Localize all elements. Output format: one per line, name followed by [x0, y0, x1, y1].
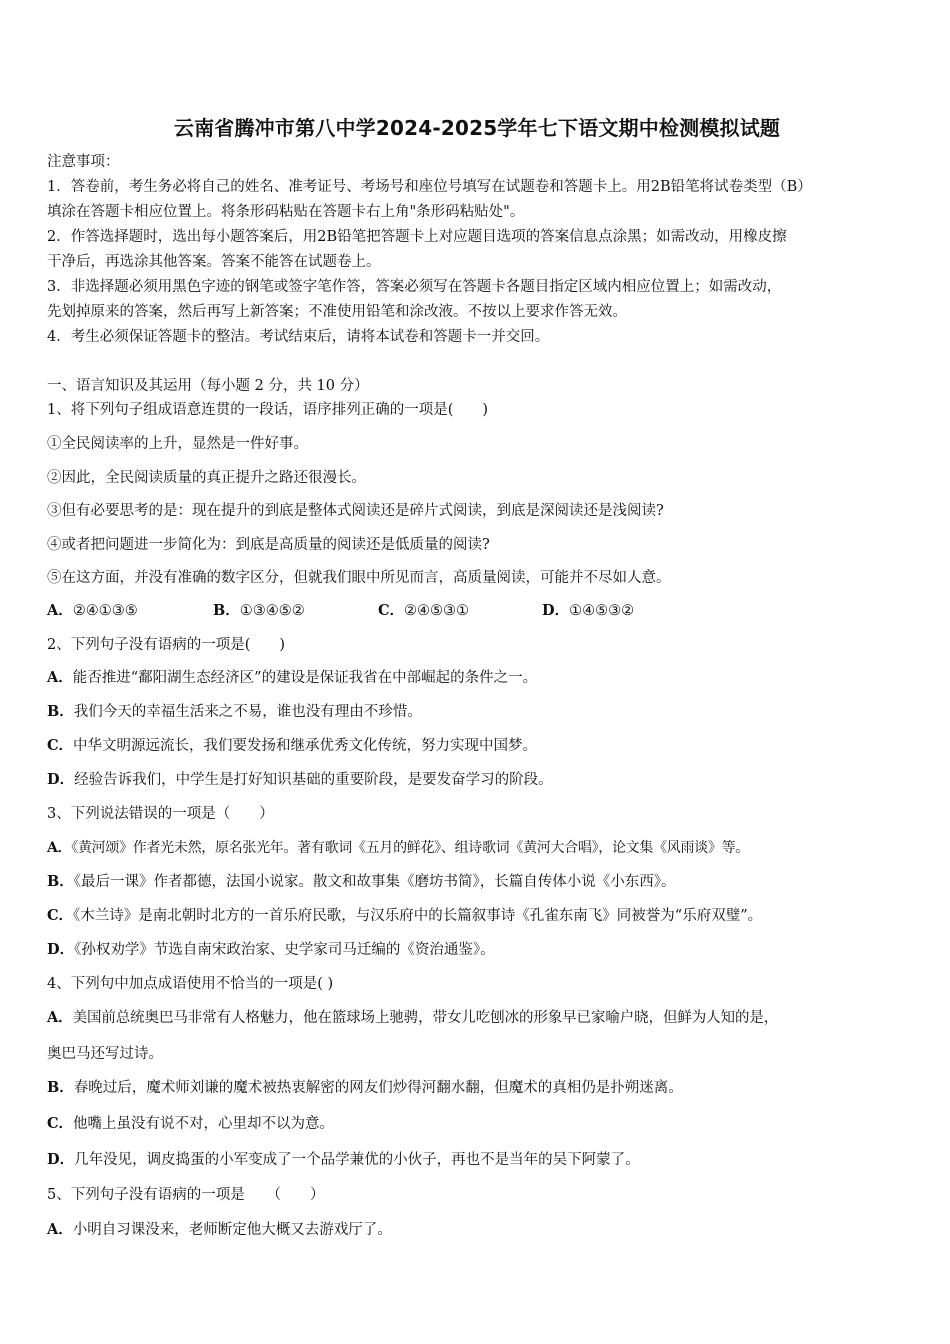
q4-option-a-continued: 奥巴马还写过诗。	[47, 1046, 163, 1062]
q1-option-a: A．②④①③⑤	[47, 602, 138, 619]
q1-option-c: C．②④⑤③①	[378, 602, 470, 619]
q1-sentence: ①全民阅读率的上升，显然是一件好事。	[47, 436, 308, 452]
q1-sentence: ②因此，全民阅读质量的真正提升之路还很漫长。	[47, 470, 366, 486]
q3-option-a: A．《黄河颂》作者光未然，原名张光年。著有歌词《五月的鲜花》、组诗歌词《黄河大合唱》，论文集《风雨谈》等。	[47, 840, 749, 856]
question-stem-1: 1、将下列句子组成语意连贯的一段话，语序排列正确的一项是( )	[47, 402, 489, 418]
q1-option-d: D．①④⑤③②	[542, 602, 635, 619]
question-stem-5: 5、下列句子没有语病的一项是 （ ）	[47, 1187, 325, 1203]
q2-option-c: C．中华文明源远流长，我们要发扬和继承优秀文化传统，努力实现中国梦。	[47, 737, 538, 754]
question-stem-4: 4、下列句中加点成语使用不恰当的一项是( )	[47, 976, 334, 992]
question-stem-3: 3、下列说法错误的一项是（ ）	[47, 806, 274, 822]
q1-sentence: ⑤在这方面，并没有准确的数字区分，但就我们眼中所见而言，高质量阅读，可能并不尽如人意。	[47, 570, 671, 586]
q3-option-d: D．《孙权劝学》节选自南宋政治家、史学家司马迁编的《资治通鉴》。	[47, 941, 495, 958]
section-heading: 一、语言知识及其运用（每小题 2 分，共 10 分）	[47, 378, 369, 394]
question-stem-2: 2、下列句子没有语病的一项是( )	[47, 637, 286, 653]
notice-line: 3．非选择题必须用黑色字迹的钢笔或签字笔作答，答案必须写在答题卡各题目指定区域内相应位置上；如需改动，	[47, 279, 782, 295]
q1-option-b: B．①③④⑤②	[213, 602, 305, 619]
notice-line: 干净后，再选涂其他答案。答案不能答在试题卷上。	[47, 254, 381, 270]
notice-line: 4．考生必须保证答题卡的整洁。考试结束后，请将本试卷和答题卡一并交回。	[47, 329, 550, 345]
notice-line: 填涂在答题卡相应位置上。将条形码粘贴在答题卡右上角"条形码粘贴处"。	[47, 204, 525, 220]
notice-line: 1．答卷前，考生务必将自己的姓名、准考证号、考场号和座位号填写在试题卷和答题卡上。用2B铅笔将试卷类型（B）	[47, 179, 812, 195]
q2-option-a: A．能否推进“鄱阳湖生态经济区”的建设是保证我省在中部崛起的条件之一。	[47, 669, 538, 686]
q4-option-c: C．他嘴上虽没有说不对，心里却不以为意。	[47, 1115, 335, 1132]
q1-sentence: ④或者把问题进一步简化为：到底是高质量的阅读还是低质量的阅读?	[47, 537, 490, 553]
q4-option-d: D．几年没见，调皮捣蛋的小军变成了一个品学兼优的小伙子，再也不是当年的吴下阿蒙了。	[47, 1151, 640, 1168]
notice-line: 先划掉原来的答案，然后再写上新答案；不准使用铅笔和涂改液。不按以上要求作答无效。	[47, 304, 627, 320]
q2-option-d: D．经验告诉我们，中学生是打好知识基础的重要阶段，是要发奋学习的阶段。	[47, 771, 553, 788]
q1-options	[47, 601, 907, 621]
notice-heading: 注意事项：	[47, 154, 120, 170]
q2-option-b: B．我们今天的幸福生活来之不易，谁也没有理由不珍惜。	[47, 703, 422, 720]
page-title: 云南省腾冲市第八中学2024-2025学年七下语文期中检测模拟试题	[173, 116, 781, 140]
q4-option-b: B．春晚过后，魔术师刘谦的魔术被热衷解密的网友们炒得河翻水翻，但魔术的真相仍是扑朔迷离。	[47, 1079, 683, 1096]
q5-option-a: A．小明自习课没来，老师断定他大概又去游戏厅了。	[47, 1221, 392, 1238]
notice-line: 2．作答选择题时，选出每小题答案后，用2B铅笔把答题卡上对应题目选项的答案信息点涂黑；如需改动，用橡皮擦	[47, 229, 787, 245]
q1-sentence: ③但有必要思考的是：现在提升的到底是整体式阅读还是碎片式阅读，到底是深阅读还是浅阅读?	[47, 503, 664, 519]
q4-option-a: A．美国前总统奥巴马非常有人格魅力，他在篮球场上驰骋，带女儿吃刨冰的形象早已家喻户晓，但鲜为人知的是，	[47, 1009, 779, 1026]
q3-option-b: B．《最后一课》作者都德，法国小说家。散文和故事集《磨坊书简》，长篇自传体小说《小东西》。	[47, 873, 676, 890]
q3-option-c: C．《木兰诗》是南北朝时北方的一首乐府民歌，与汉乐府中的长篇叙事诗《孔雀东南飞》同被誉为“乐府双璧”。	[47, 907, 763, 924]
